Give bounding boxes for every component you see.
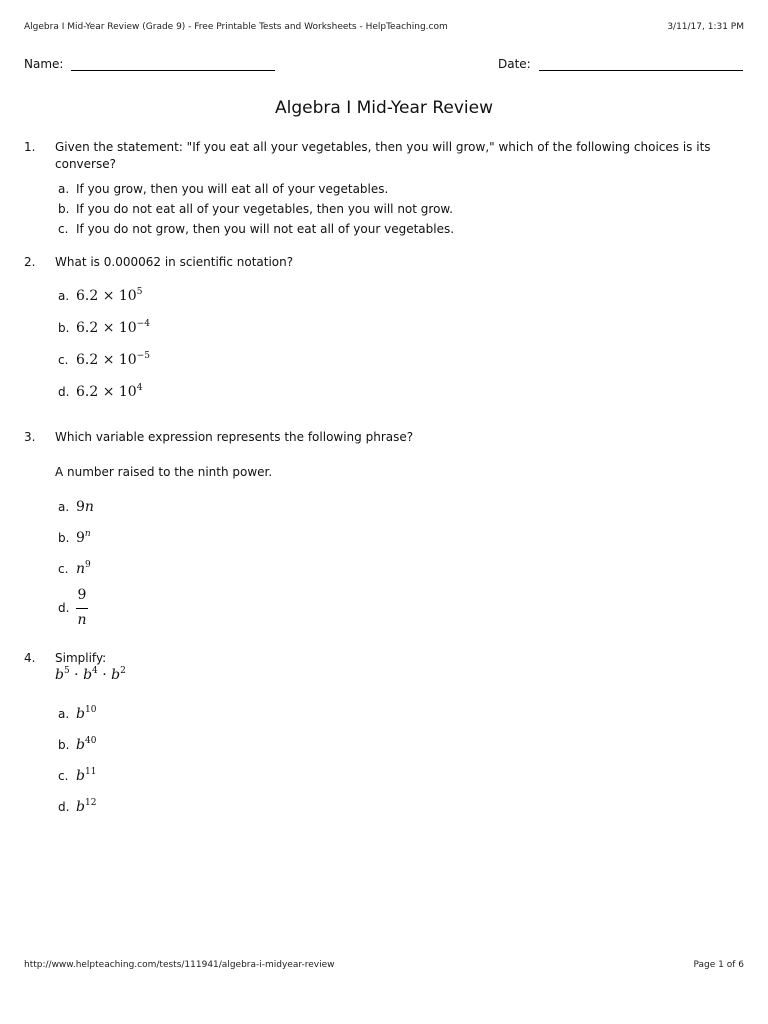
- date-field: [498, 57, 743, 71]
- name-label: Name:: [24, 57, 64, 71]
- answer-option: a. If you grow, then you will eat all of your vegetables.: [58, 182, 389, 196]
- fraction: [76, 587, 88, 629]
- fraction-numerator: 9: [77, 587, 87, 603]
- fraction-denominator: n: [77, 612, 87, 628]
- answer-option: b. $6.2 \times 10^{-4}$: [58, 319, 150, 336]
- answer-option: d. $6.2 \times 10^4$: [58, 383, 143, 400]
- answer-option: c. $b^{11}$: [58, 767, 97, 784]
- answer-option: d.: [58, 601, 70, 615]
- answer-option: b. If you do not eat all of your vegetables, then you will not grow.: [58, 202, 453, 216]
- answer-option: b. $b^{40}$: [58, 736, 97, 753]
- answer-option: d. $b^{12}$: [58, 798, 97, 815]
- page-number: Page 1 of 6: [693, 960, 744, 970]
- question-number: 2.: [24, 255, 36, 269]
- question-number: 1.: [24, 140, 36, 154]
- answer-option: c. If you do not grow, then you will not eat all of your vegetables.: [58, 222, 455, 236]
- document-title: Algebra I Mid-Year Review: [275, 98, 493, 118]
- footer-url[interactable]: http://www.helpteaching.com/tests/111941/algebra-i-midyear-review: [24, 960, 335, 970]
- name-blank-line: [71, 58, 275, 71]
- answer-option: c. $n^9$: [58, 560, 91, 577]
- print-header-title: Algebra I Mid-Year Review (Grade 9) - Free Printable Tests and Worksheets - HelpTeaching.com: [24, 22, 448, 32]
- question-3: [24, 429, 744, 629]
- question-text: What is 0.000062 in scientific notation?: [55, 255, 294, 269]
- answer-option: c. $6.2 \times 10^{-5}$: [58, 351, 150, 368]
- fraction-bar: [76, 608, 88, 609]
- question-4: [24, 650, 744, 820]
- date-blank-line: [539, 58, 743, 71]
- answer-option: a. $6.2 \times 10^5$: [58, 287, 143, 304]
- question-text: Which variable expression represents the following phrase?: [55, 430, 414, 444]
- question-2: [24, 254, 744, 404]
- question-text: Simplify:: [55, 651, 107, 665]
- print-header-datetime: 3/11/17, 1:31 PM: [667, 22, 744, 32]
- question-number: 4.: [24, 651, 36, 665]
- question-1: [24, 139, 744, 239]
- answer-option: a. 9n: [58, 499, 94, 515]
- date-label: Date:: [498, 57, 531, 71]
- question-number: 3.: [24, 430, 36, 444]
- expression: $b^5 \cdot b^4 \cdot b^2$: [55, 666, 126, 683]
- question-phrase: A number raised to the ninth power.: [55, 465, 273, 479]
- question-text: Given the statement: "If you eat all your vegetables, then you will grow," which of the following choices is its converse?: [55, 140, 711, 171]
- answer-option: b. 9$^n$: [58, 529, 91, 546]
- name-field: [24, 57, 275, 71]
- answer-option: a. $b^{10}$: [58, 705, 97, 722]
